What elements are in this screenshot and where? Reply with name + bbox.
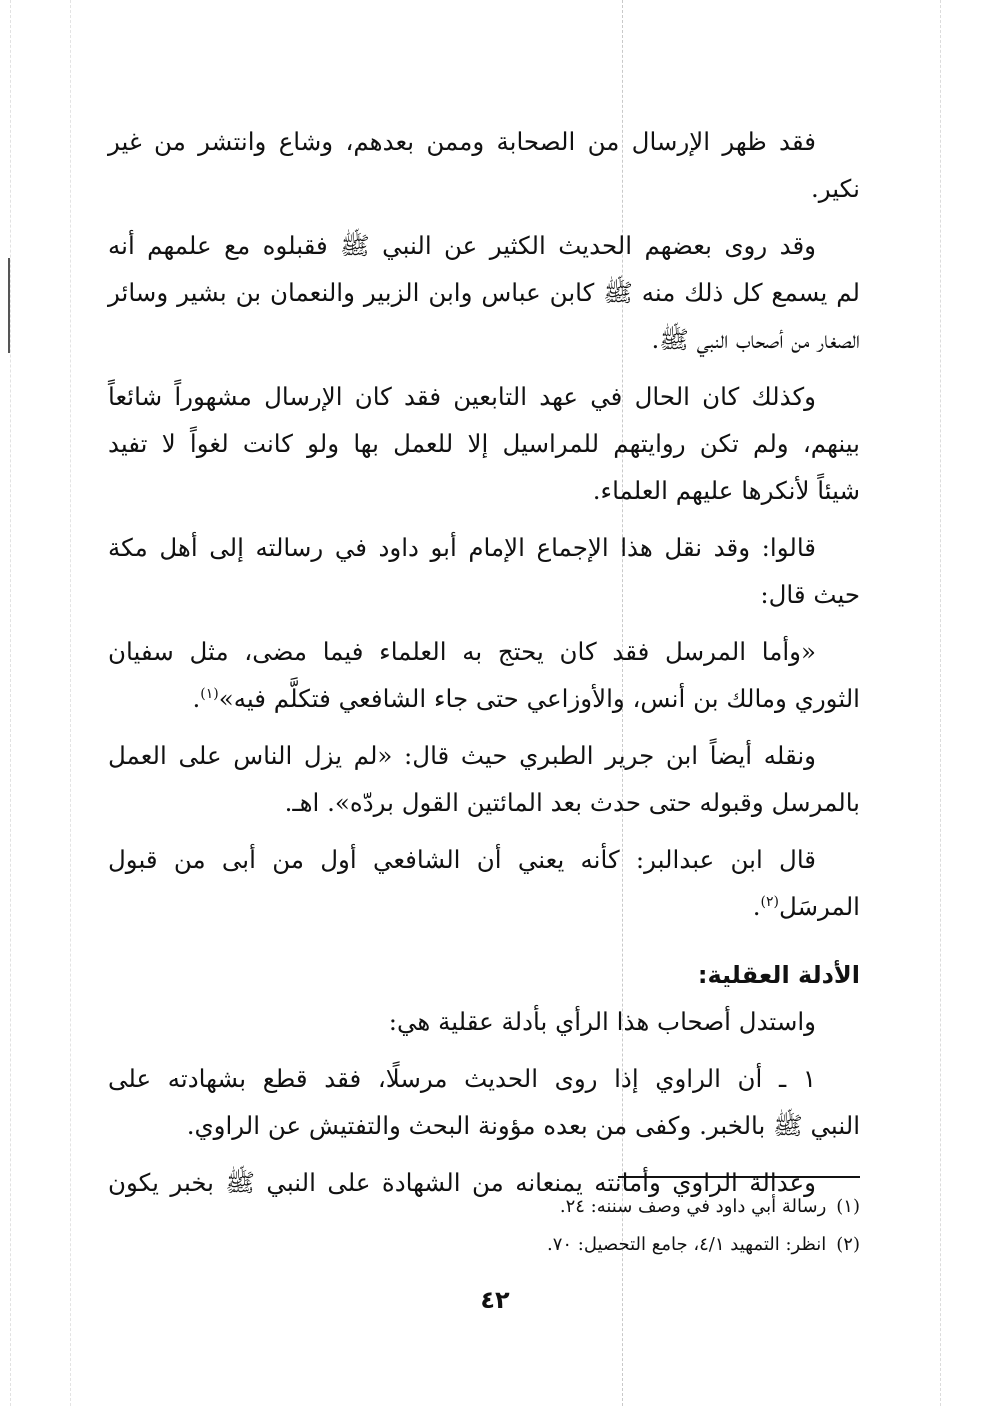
scan-guide-line xyxy=(10,0,11,1406)
paragraph xyxy=(108,998,860,1045)
text-line: نكير. xyxy=(810,174,860,203)
footnote xyxy=(108,1226,860,1264)
text-line-body: الثوري ومالك بن أنس، والأوزاعي حتى جاء الشافعي فتكلَّم فيه» xyxy=(218,684,860,713)
paragraph xyxy=(108,1055,860,1149)
line-tail: . xyxy=(752,892,761,921)
paragraph xyxy=(108,118,860,212)
footnote-number: (١) xyxy=(836,1196,860,1217)
text-line: واستدل أصحاب هذا الرأي بأدلة عقلية هي: xyxy=(388,1007,816,1036)
text-line: قال ابن عبدالبر: كأنه يعني أن الشافعي أول من أبى من قبول xyxy=(108,845,816,874)
paragraph xyxy=(108,373,860,514)
text-line: حيث قال: xyxy=(760,580,860,609)
text-line xyxy=(108,675,860,722)
footnote-divider xyxy=(618,1176,860,1178)
text-line-body: المرسَل xyxy=(778,892,860,921)
text-line: وكذلك كان الحال في عهد التابعين فقد كان الإرسال مشهوراً شائعاً xyxy=(108,382,816,411)
text-line: الصغار من أصحاب النبي ﷺ. xyxy=(651,325,860,354)
text-line: ونقله أيضاً ابن جرير الطبري حيث قال: «لم يزل الناس على العمل xyxy=(108,741,816,770)
text-line: قالوا: وقد نقل هذا الإجماع الإمام أبو داود في رسالته إلى أهل مكة xyxy=(108,533,816,562)
footnote-ref: (٢) xyxy=(760,893,779,910)
line-tail: . xyxy=(192,684,201,713)
text-line: ١ ـ أن الراوي إذا روى الحديث مرسلًا، فقد قطع بشهادته على xyxy=(108,1064,816,1093)
footnote xyxy=(108,1188,860,1226)
paragraph xyxy=(108,524,860,618)
footnote-text: انظر: التمهيد ٤/١، جامع التحصيل: ٧٠. xyxy=(546,1234,827,1255)
text-line: وعدالة الراوي وأمانته يمنعانه من الشهادة على النبي ﷺ بخبر يكون xyxy=(108,1168,816,1197)
quote-paragraph xyxy=(108,628,860,722)
text-line: شيئاً لأنكرها عليهم العلماء. xyxy=(592,476,860,505)
text-line xyxy=(108,883,860,930)
page-number: ٤٢ xyxy=(480,1286,510,1314)
text-line: لم يسمع كل ذلك منه ﷺ كابن عباس وابن الزبير والنعمان بن بشير وسائر xyxy=(108,278,860,307)
scan-guide-line xyxy=(940,0,941,1406)
scan-edge-mark xyxy=(8,258,10,353)
text-line: فقد ظهر الإرسال من الصحابة وممن بعدهم، وشاع وانتشر من غير xyxy=(108,127,816,156)
scan-guide-line xyxy=(70,0,71,1406)
footnote-ref: (١) xyxy=(200,685,219,702)
text-line: «وأما المرسل فقد كان يحتج به العلماء فيما مضى، مثل سفيان xyxy=(108,637,816,666)
text-line: النبي ﷺ بالخبر. وكفى من بعده مؤونة البحث والتفتيش عن الراوي. xyxy=(186,1111,860,1140)
paragraph xyxy=(108,836,860,930)
text-line: وقد روى بعضهم الحديث الكثير عن النبي ﷺ فقبلوه مع علمهم أنه xyxy=(108,231,816,260)
text-line: بينهم، ولم تكن روايتهم للمراسيل إلا للعمل بها ولو كانت لغواً لا تفيد xyxy=(108,429,860,458)
footnote-number: (٢) xyxy=(836,1234,860,1255)
footnote-text: رسالة أبي داود في وصف سننه: ٢٤. xyxy=(559,1196,827,1217)
paragraph xyxy=(108,732,860,826)
text-line: بالمرسل وقبوله حتى حدث بعد المائتين القول بردّه». اهـ. xyxy=(284,788,860,817)
paragraph xyxy=(108,222,860,363)
page-body xyxy=(108,118,860,1216)
section-heading: الأدلة العقلية: xyxy=(697,961,860,989)
footnotes xyxy=(108,1188,860,1264)
